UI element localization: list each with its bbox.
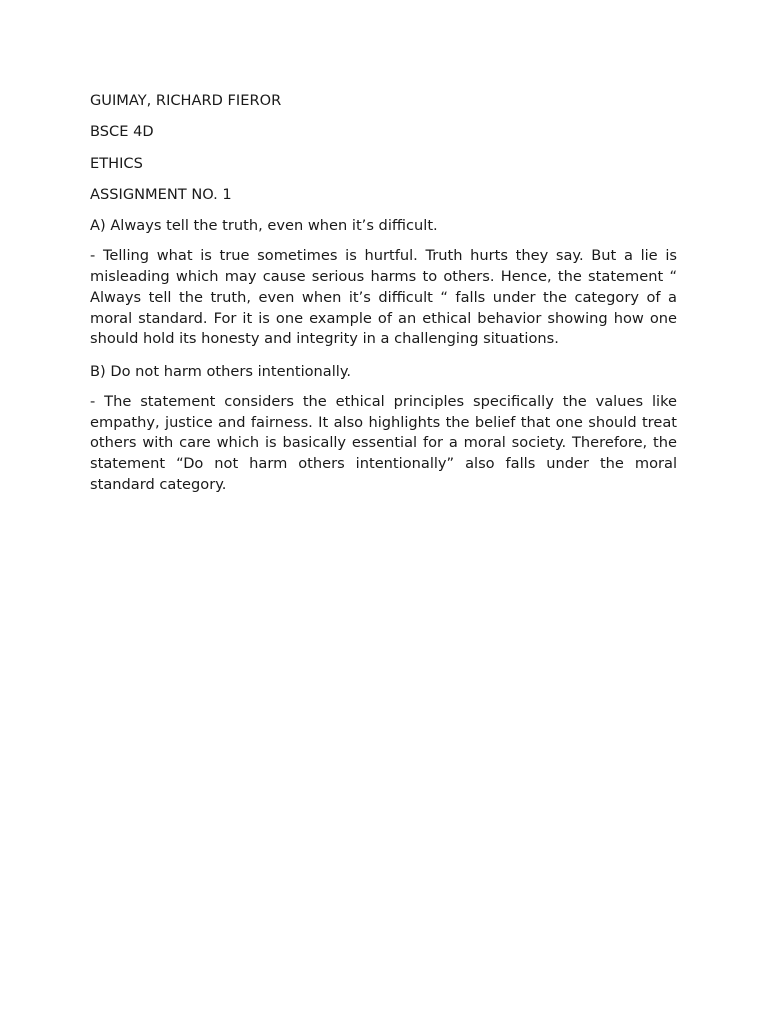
item-a-body: - Telling what is true sometimes is hurtful. Truth hurts they say. But a lie is misleading which may cause serious harms to others. Hence, the statement “ Always tell the truth, even when it’s difficult “ falls under the category of a moral standard. For it is one example of an ethical behavior showing how one should hold its honesty and integrity in a challenging situations. [90, 247, 677, 348]
item-b-body: - The statement considers the ethical principles specifically the values like empathy, justice and fairness. It also highlights the belief that one should treat others with care which is basically essential for a moral society. Therefore, the statement “Do not harm others intentionally” also falls under the moral standard category. [90, 392, 677, 493]
course-section: BSCE 4D [90, 123, 154, 141]
assignment-title: ASSIGNMENT NO. 1 [90, 185, 232, 203]
subject-title: ETHICS [90, 154, 143, 172]
document-body [90, 90, 677, 506]
student-name: GUIMAY, RICHARD FIEROR [90, 92, 282, 109]
item-b-heading: B) Do not harm others intentionally. [90, 362, 352, 380]
item-a-heading: A) Always tell the truth, even when it’s difficult. [90, 217, 438, 235]
